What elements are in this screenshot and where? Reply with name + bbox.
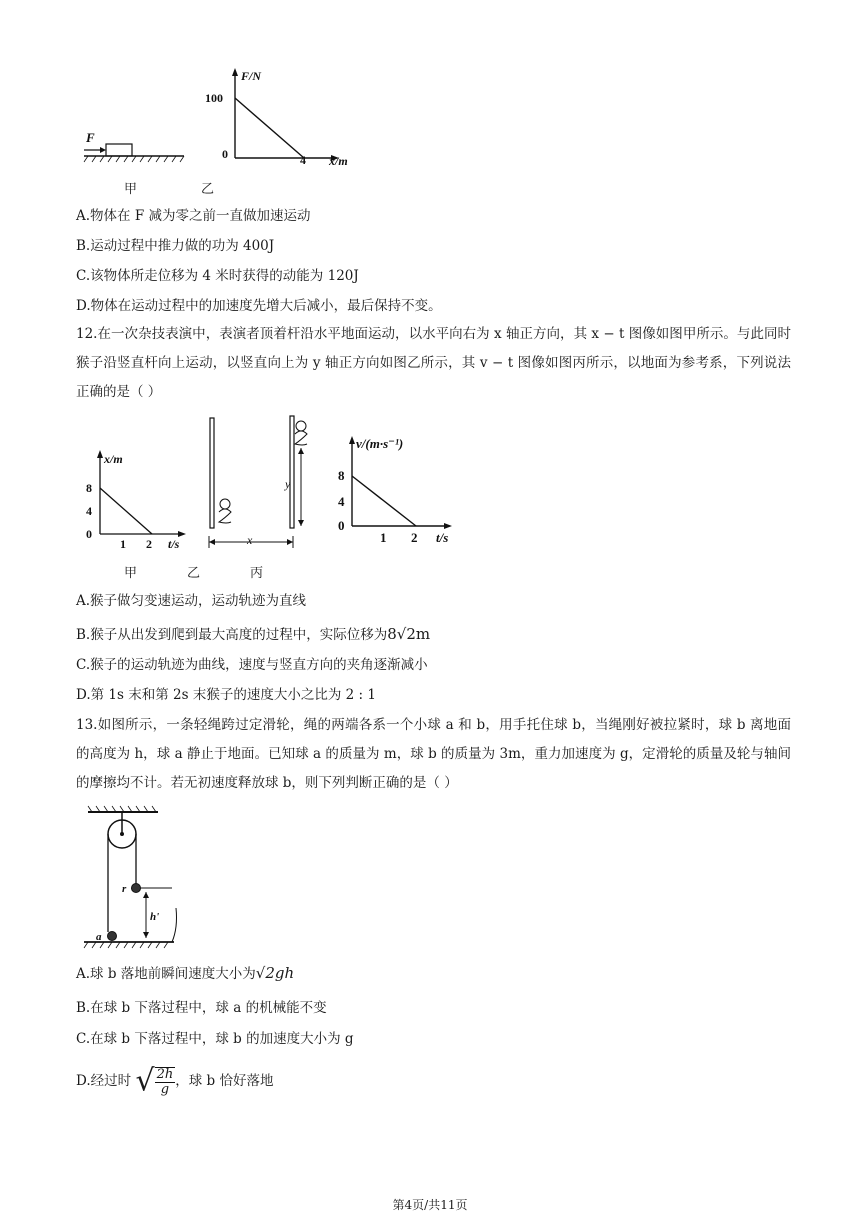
q13-option-a-math: √2gh [255,964,295,982]
q12-option-b [76,624,430,645]
q13-option-a-text: A.球 b 落地前瞬间速度大小为 [76,966,256,982]
q11-option-a: A.物体在 F 减为零之前一直做加速运动 [76,208,311,224]
fraction-denominator: g [160,1081,170,1097]
x-axis-label: x/m [329,154,348,168]
q13-option-d-fraction [155,1067,176,1097]
q12-caption-yi: 乙 [187,566,201,581]
q11-figure-yi [205,66,355,166]
q12-figure-bing [334,430,464,550]
page-footer: 第4页/共11页 [392,1198,468,1212]
q11-caption-jia: 甲 [124,182,138,197]
q12-stem: 12.在一次杂技表演中，表演者顶着杆沿水平地面运动，以水平向右为 x 轴正方向，其 x − t 图像如图甲所示。与此同时猴子沿竖直杆向上运动，以竖直向上为 y 轴正方向如图乙所示，其 v − t 图像如图丙所示，以地面为参考系，下列说法正确的是（ ） [76,326,791,400]
q12-option-b-math: 8√2m [387,625,431,643]
q12-option-a: A.猴子做匀变速运动，运动轨迹为直线 [76,593,307,609]
q11-option-d: D.物体在运动过程中的加速度先增大后减小，最后保持不变。 [76,298,442,314]
q12-option-c: C.猴子的运动轨迹为曲线，速度与竖直方向的夹角逐渐减小 [76,657,428,673]
jia-xtick-1: 1 [120,537,126,551]
q12-caption-bing: 丙 [250,566,264,581]
yi-x-label: x [247,533,253,547]
jia-xtick-2: 2 [146,537,152,551]
q12-figure-yi [205,412,305,552]
q11-figure-jia [80,126,190,166]
bing-ytick-8: 8 [338,468,345,483]
q11-caption-yi: 乙 [201,182,215,197]
bing-x-label: t/s [436,530,449,545]
jia-ytick-8: 8 [86,481,92,495]
q11-option-b: B.运动过程中推力做的功为 400J [76,238,275,254]
y-axis-label: F/N [241,69,262,83]
sqrt-sign: √ [135,1063,155,1099]
q13-stem: 13.如图所示，一条轻绳跨过定滑轮，绳的两端各系一个小球 a 和 b，用手托住球 b，当绳刚好被拉紧时，球 b 离地面的高度为 h，球 a 静止于地面。已知球 a 的质量为 m，球 b 的质量为 3m，重力加速度为 g，定滑轮的质量及轮与轴间的摩擦均不计。若无初速度释放球 b，则下列判断正确的是（ ） [76,717,791,791]
q12-option-b-text: B.猴子从出发到爬到最大高度的过程中，实际位移为 [76,627,388,643]
q12-caption-jia: 甲 [124,566,138,581]
height-label: h' [150,911,160,923]
y-tick-100: 100 [205,91,223,105]
jia-x-label: t/s [168,537,180,551]
q12-figure-jia [82,448,192,551]
origin-label: 0 [222,147,228,161]
ball-a-label: a [96,931,102,943]
bing-xtick-2: 2 [411,530,418,545]
jia-ytick-0: 0 [86,527,92,541]
fraction-numerator: 2h [156,1066,174,1082]
x-tick-4: 4 [300,153,306,167]
bing-y-label: v/(m·s⁻¹) [356,436,404,451]
bing-xtick-1: 1 [380,530,387,545]
q13-option-d [76,1058,273,1105]
q11-option-c: C.该物体所走位移为 4 米时获得的动能为 120J [76,268,359,284]
q13-option-d-suffix: ，球 b 恰好落地 [175,1073,274,1089]
q13-option-a [76,963,294,984]
bing-ytick-0: 0 [338,518,345,533]
yi-y-label: y [285,477,291,491]
q13-option-d-text: D.经过时 [76,1073,132,1089]
q13-option-b: B.在球 b 下落过程中，球 a 的机械能不变 [76,1000,327,1016]
jia-ytick-4: 4 [86,504,92,518]
q13-option-c: C.在球 b 下落过程中，球 b 的加速度大小为 g [76,1031,354,1047]
jia-y-label: x/m [104,452,123,466]
ball-r-label: r [122,883,127,895]
bing-ytick-4: 4 [338,494,345,509]
q13-figure [80,804,190,954]
q12-option-d: D.第 1s 末和第 2s 末猴子的速度大小之比为 2 : 1 [76,687,376,703]
force-label: F [86,130,95,145]
